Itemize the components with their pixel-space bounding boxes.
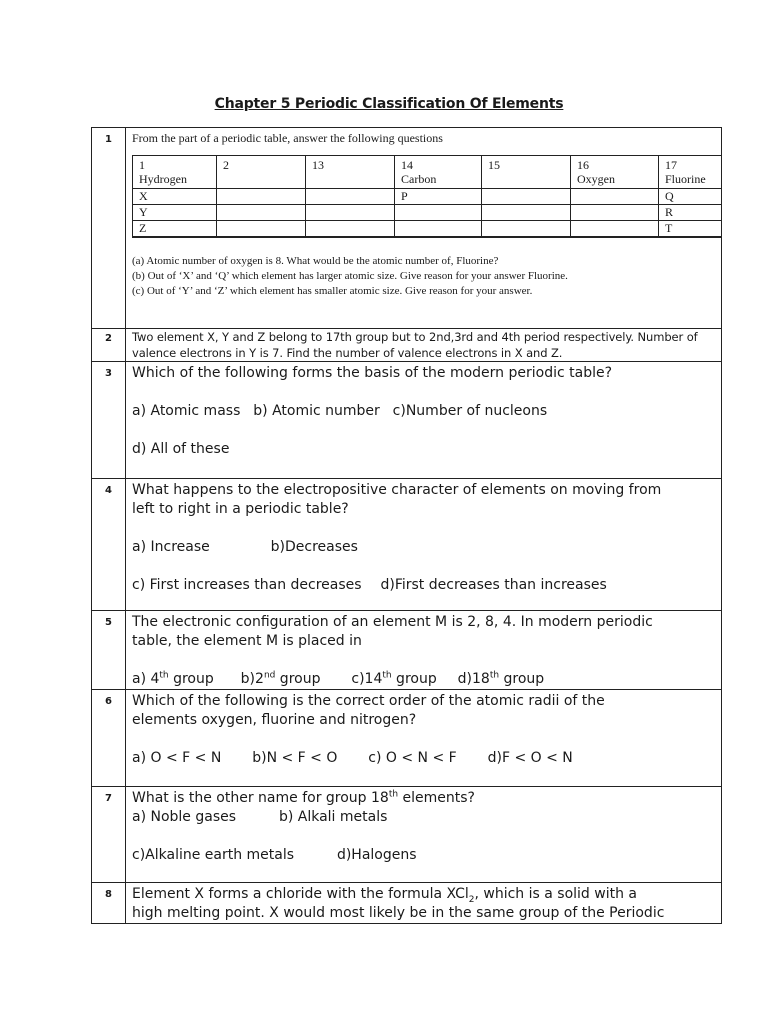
subpart-b: (b) Out of ‘X’ and ‘Q’ which element has larger atomic size. Give reason for your answer Fluorine. (132, 270, 568, 282)
element-cell: Y (133, 205, 217, 221)
question-number: 4 (92, 479, 126, 611)
question-text: The electronic configuration of an element M is 2, 8, 4. In modern periodic table, the element M is placed in (132, 614, 653, 649)
option-d: d)First decreases than increases (380, 577, 607, 593)
option-c: c)14th group (351, 670, 437, 687)
question-text: From the part of a periodic table, answer the following questions (132, 131, 443, 145)
options-line (132, 576, 721, 595)
question-body (126, 690, 722, 787)
question-number: 6 (92, 690, 126, 787)
element-cell (217, 205, 306, 221)
group-header-cell: 1 Hydrogen (133, 156, 217, 189)
element-cell: T (659, 221, 722, 238)
element-cell (482, 221, 571, 238)
question-body (126, 329, 722, 362)
question-text: Two element X, Y and Z belong to 17th group but to 2nd,3rd and 4th period respectively. Number of valence electrons in Y is 7. Find the number of valence electrons in X and Z. (132, 330, 698, 360)
options-line (132, 402, 721, 421)
element-cell: R (659, 205, 722, 221)
question-body (126, 128, 722, 329)
option-a: a) Increase (132, 539, 210, 555)
periodic-table-header-row (133, 156, 722, 189)
question-body (126, 883, 722, 924)
option-b: b) Atomic number (253, 403, 380, 419)
question-row-1 (92, 128, 722, 329)
option-b: b)2nd group (240, 670, 321, 687)
element-cell (306, 221, 395, 238)
questions-table (91, 127, 722, 924)
element-cell: P (395, 189, 482, 205)
option-c: c)Number of nucleons (392, 403, 548, 419)
group-header-cell: 16 Oxygen (571, 156, 659, 189)
option-b: b)Decreases (270, 539, 358, 555)
periodic-table-row (133, 189, 722, 205)
option-a: a) 4th group (132, 670, 214, 687)
option-c: c)Alkaline earth metals (132, 847, 295, 863)
question-number: 5 (92, 611, 126, 690)
question-row-3 (92, 362, 722, 479)
option-d: d)F < O < N (487, 750, 573, 766)
periodic-table-row (133, 221, 722, 238)
question-text: Which of the following is the correct order of the atomic radii of the elements oxygen, fluorine and nitrogen? (132, 693, 605, 728)
periodic-table-row (133, 205, 722, 221)
periodic-table-excerpt (132, 155, 722, 238)
option-c: c) First increases than decreases (132, 577, 362, 593)
question-row-7 (92, 787, 722, 883)
options-line (132, 538, 721, 557)
group-header-cell: 15 (482, 156, 571, 189)
question-text: What happens to the electropositive character of elements on moving from left to right in a periodic table? (132, 482, 662, 517)
options-line (132, 846, 721, 865)
question-body (126, 787, 722, 883)
question-number: 2 (92, 329, 126, 362)
question-text: Which of the following forms the basis of the modern periodic table? (132, 365, 613, 381)
question-number: 7 (92, 787, 126, 883)
question-number: 3 (92, 362, 126, 479)
subpart-a: (a) Atomic number of oxygen is 8. What would be the atomic number of, Fluorine? (132, 255, 499, 267)
question-body (126, 479, 722, 611)
option-a: a) Atomic mass (132, 403, 241, 419)
option-d: d) All of these (132, 441, 230, 457)
options-line (132, 670, 721, 689)
element-cell (306, 189, 395, 205)
option-d: d)18th group (457, 670, 545, 687)
question-body (126, 611, 722, 690)
question-row-4 (92, 479, 722, 611)
element-cell (571, 189, 659, 205)
question-row-8 (92, 883, 722, 924)
element-cell (217, 221, 306, 238)
question-row-2 (92, 329, 722, 362)
question-number: 8 (92, 883, 126, 924)
element-cell (306, 205, 395, 221)
element-cell (395, 221, 482, 238)
question-number: 1 (92, 128, 126, 329)
page-title: Chapter 5 Periodic Classification Of Elements (214, 96, 564, 112)
option-d: d)Halogens (336, 847, 417, 863)
element-cell: Z (133, 221, 217, 238)
element-cell (217, 189, 306, 205)
element-cell (395, 205, 482, 221)
question-row-6 (92, 690, 722, 787)
question-row-5 (92, 611, 722, 690)
question-text: Element X forms a chloride with the formula XCl$_2$, which is a solid with a (132, 886, 637, 905)
group-header-cell: 13 (306, 156, 395, 189)
subpart-c: (c) Out of ‘Y’ and ‘Z’ which element has smaller atomic size. Give reason for your answer. (132, 285, 533, 297)
element-cell (571, 221, 659, 238)
element-cell: Q (659, 189, 722, 205)
group-header-cell: 14 Carbon (395, 156, 482, 189)
element-cell: X (133, 189, 217, 205)
element-cell (482, 189, 571, 205)
option-a: a) Noble gases (132, 809, 237, 825)
option-a: a) O < F < N (132, 750, 222, 766)
element-cell (571, 205, 659, 221)
question-text-continued: high melting point. X would most likely be in the same group of the Periodic (132, 905, 665, 921)
options-line (132, 808, 721, 827)
group-header-cell: 2 (217, 156, 306, 189)
option-b: b)N < F < O (252, 750, 338, 766)
element-cell (482, 205, 571, 221)
group-header-cell: 17 Fluorine (659, 156, 722, 189)
option-b: b) Alkali metals (278, 809, 388, 825)
option-c: c) O < N < F (368, 750, 457, 766)
question-body (126, 362, 722, 479)
options-line (132, 749, 721, 768)
question-subparts (132, 254, 721, 317)
question-text: What is the other name for group 18th elements? (132, 789, 475, 806)
